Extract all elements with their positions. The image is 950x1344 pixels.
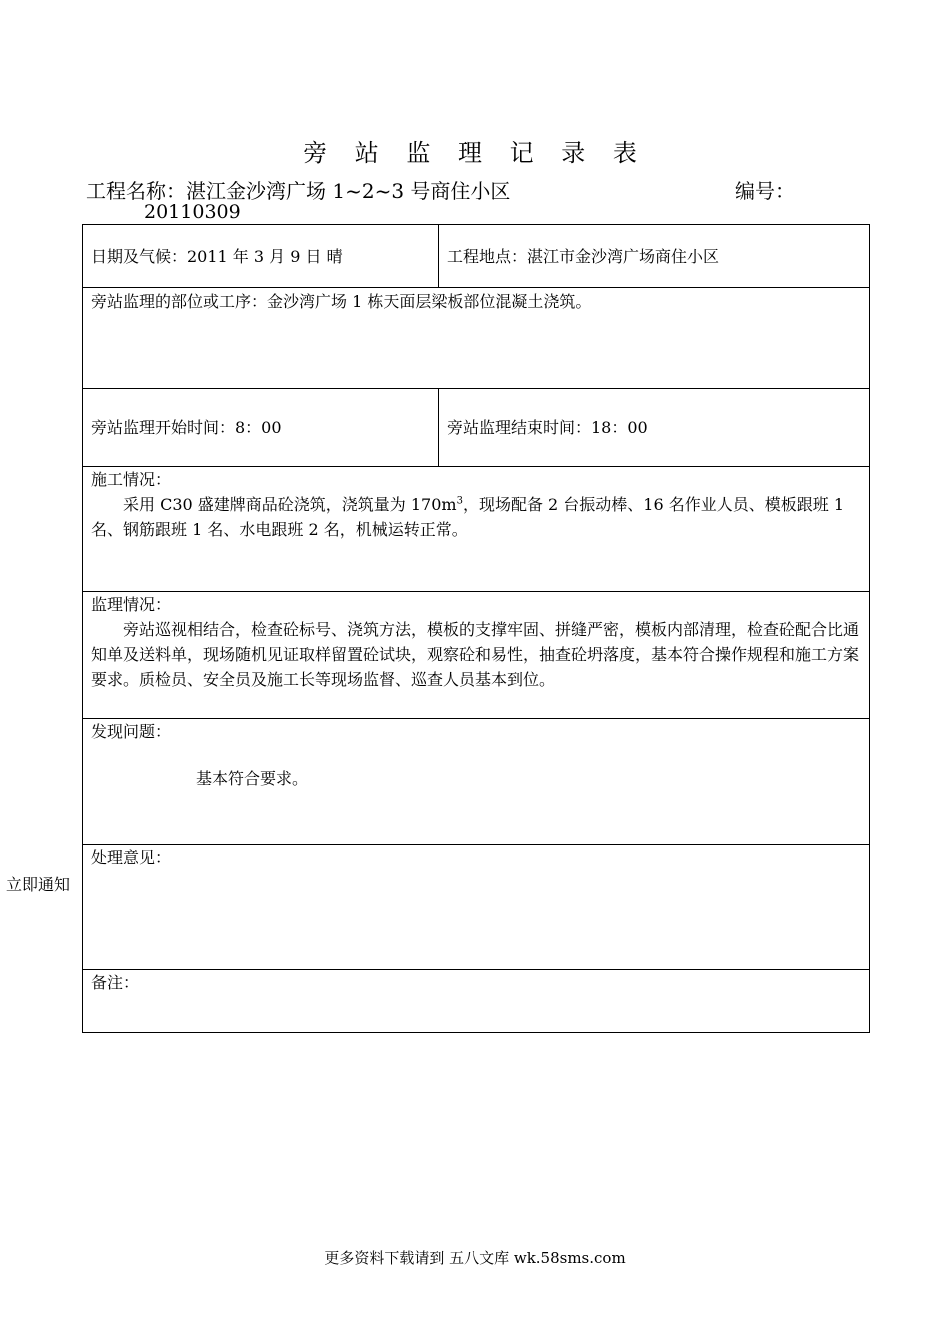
date-weather-cell xyxy=(83,225,439,288)
supervision-text: 旁站巡视相结合，检查砼标号、浇筑方法，模板的支撑牢固、拼缝严密，模板内部清理，检查砼配合比通知单及送料单，现场随机见证取样留置砼试块，观察砼和易性，抽查砼坍落度，基本符合操作规程和施工方案要求。质检员、安全员及施工长等现场监督、巡查人员基本到位。 xyxy=(91,620,860,689)
end-time-cell xyxy=(439,389,870,467)
supervision-label: 监理情况： xyxy=(91,595,172,614)
footer-link-text: 更多资料下载请到 五八文库 wk.58sms.com xyxy=(324,1249,626,1267)
project-name: 工程名称：湛江金沙湾广场 1~2~3 号商住小区 xyxy=(86,179,511,203)
cubic-superscript: 3 xyxy=(456,495,463,507)
handling-cell xyxy=(83,845,870,970)
start-time: 旁站监理开始时间：8：00 xyxy=(91,418,282,437)
problems-text: 基本符合要求。 xyxy=(196,769,309,788)
side-note: 立即通知 xyxy=(6,875,71,894)
record-number-value: 20110309 xyxy=(144,201,241,223)
construction-label: 施工情况： xyxy=(91,470,172,489)
problems-cell xyxy=(83,719,870,845)
record-number-label: 编号： xyxy=(735,179,795,203)
handling-label: 处理意见： xyxy=(91,848,172,867)
remarks-cell xyxy=(83,970,870,1033)
supervision-record-table xyxy=(82,224,870,1033)
date-weather: 日期及气候：2011 年 3 月 9 日 晴 xyxy=(91,246,343,266)
supervision-cell xyxy=(83,592,870,719)
remarks-label: 备注： xyxy=(91,973,140,992)
construction-text xyxy=(91,492,861,542)
problems-label: 发现问题： xyxy=(91,722,172,741)
start-time-cell xyxy=(83,389,439,467)
end-time: 旁站监理结束时间：18：00 xyxy=(447,418,648,437)
part-cell xyxy=(83,288,870,389)
construction-text-b: ，现场配备 2 台振动棒、16 名作业人员、模板跟班 1 名、钢筋跟班 1 名、水电跟班 2 名，机械运转正常。 xyxy=(91,495,845,539)
construction-text-a: 采用 C30 盛建牌商品砼浇筑，浇筑量为 170m xyxy=(123,495,457,514)
location-cell xyxy=(439,225,870,288)
construction-cell xyxy=(83,467,870,592)
document-title: 旁 站 监 理 记 录 表 xyxy=(303,139,647,167)
project-location: 工程地点：湛江市金沙湾广场商住小区 xyxy=(447,246,720,266)
supervised-part: 旁站监理的部位或工序：金沙湾广场 1 栋天面层梁板部位混凝土浇筑。 xyxy=(91,292,592,311)
